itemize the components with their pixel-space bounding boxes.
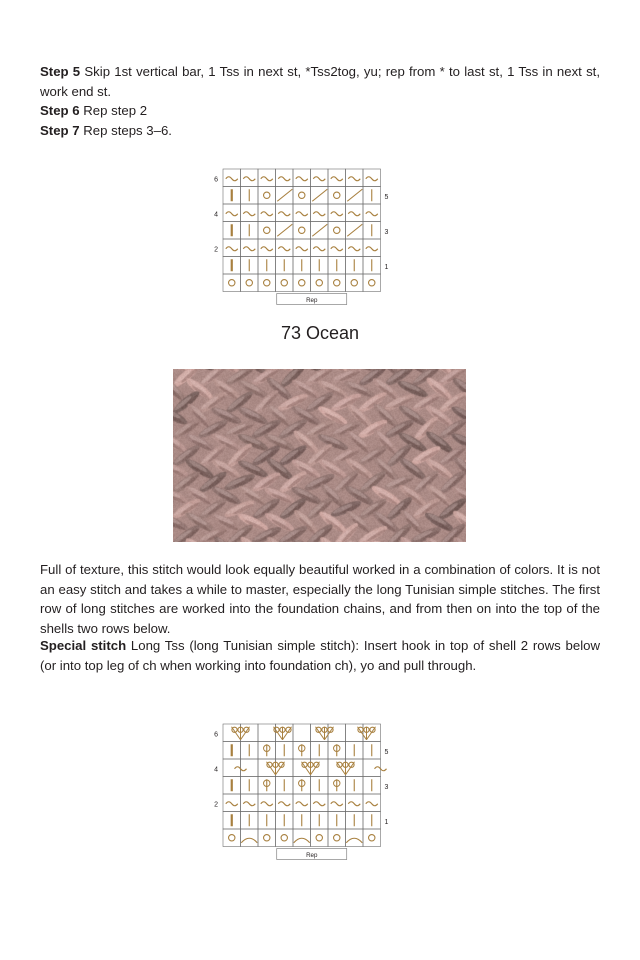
step-6-text: Rep step 2 xyxy=(79,103,148,118)
svg-text:6: 6 xyxy=(214,176,218,184)
svg-text:3: 3 xyxy=(384,229,389,237)
step-7-line xyxy=(40,121,600,141)
step-5-line xyxy=(40,62,600,101)
svg-text:2: 2 xyxy=(214,801,218,809)
stitch-chart-ocean-top xyxy=(205,163,435,318)
body-paragraph: Full of texture, this stitch would look equally beautiful worked in a combination of colors. It is not an easy stitch and takes a while to master, especially the long Tunisian simple stitches. The first row of long stitches are worked into the foundation chains, and from then on into the top of the shells two rows below. xyxy=(40,562,600,636)
svg-text:5: 5 xyxy=(384,749,389,757)
step-6-label: Step 6 xyxy=(40,103,80,118)
special-stitch-text: Long Tss (long Tunisian simple stitch): Insert hook in top of shell 2 rows below (or into top leg of ch when working into foundation ch), yo and pull through. xyxy=(40,638,600,673)
step-5-label: Step 5 xyxy=(40,64,81,79)
special-stitch-block xyxy=(40,636,600,675)
step-7-text: Rep steps 3–6. xyxy=(79,122,172,138)
svg-text:5: 5 xyxy=(384,194,389,202)
svg-text:Rep: Rep xyxy=(306,852,318,860)
step-7-label: Step 7 xyxy=(40,122,80,138)
step-6-line xyxy=(40,101,600,121)
stitch-chart-shell-bottom xyxy=(205,718,435,883)
steps-text-block xyxy=(40,62,600,140)
svg-text:4: 4 xyxy=(214,766,218,774)
step-5-text: Skip 1st vertical bar, 1 Tss in next st, *Tss2tog, yu; rep from * to last st, 1 Tss in next st, work end st. xyxy=(40,64,600,99)
svg-text:Rep: Rep xyxy=(306,297,318,305)
svg-text:6: 6 xyxy=(214,731,218,739)
svg-text:1: 1 xyxy=(384,819,389,827)
svg-text:1: 1 xyxy=(384,264,389,272)
svg-text:2: 2 xyxy=(214,246,218,254)
stitch-swatch-photo xyxy=(173,369,466,542)
svg-text:4: 4 xyxy=(214,211,218,219)
chart-caption-ocean: 73 Ocean xyxy=(280,323,360,343)
svg-text:3: 3 xyxy=(384,784,389,792)
special-stitch-label: Special stitch xyxy=(40,638,127,653)
